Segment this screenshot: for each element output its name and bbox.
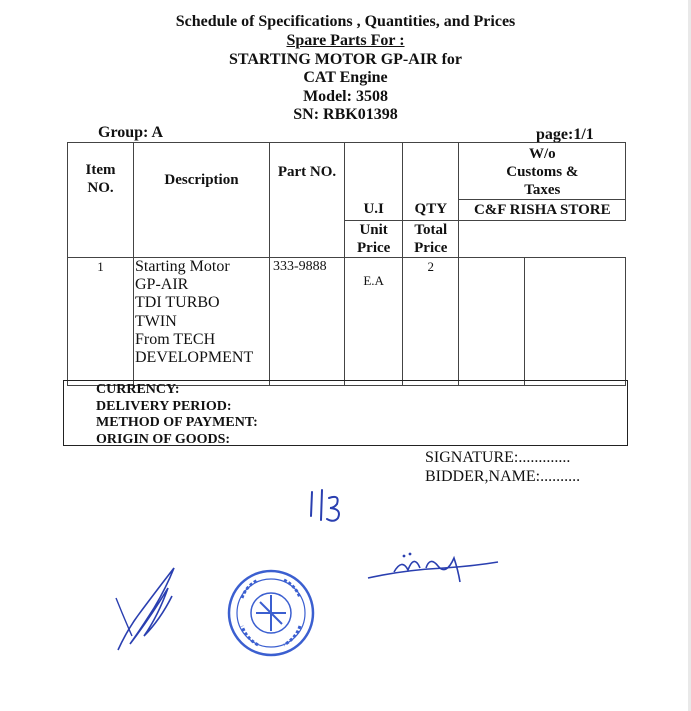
header-description: Description xyxy=(134,143,270,258)
delivery-period-label: DELIVERY PERIOD: xyxy=(96,398,232,414)
header-unit-price: Unit Price xyxy=(345,221,403,258)
signature-line: SIGNATURE:............. xyxy=(425,449,571,466)
origin-label: ORIGIN OF GOODS: xyxy=(96,431,231,447)
bidder-name-line: BIDDER,NAME:.......... xyxy=(425,468,581,485)
row-ui: E.A xyxy=(345,258,403,386)
handwritten-note xyxy=(300,488,350,524)
handwritten-signature-left xyxy=(110,558,190,658)
row-total-price xyxy=(525,258,626,386)
header-part-no: Part NO. xyxy=(270,143,345,258)
company-stamp xyxy=(226,568,316,658)
header-ui: U.I xyxy=(345,143,403,221)
row-unit-price xyxy=(459,258,525,386)
table-row xyxy=(68,258,626,386)
model-number: Model: 3508 xyxy=(303,88,388,105)
header-qty: QTY xyxy=(403,143,459,221)
specification-table xyxy=(67,142,626,386)
item-line-2: CAT Engine xyxy=(303,69,388,86)
payment-method-label: METHOD OF PAYMENT: xyxy=(96,415,258,430)
header-store-name: C&F RISHA STORE xyxy=(459,200,626,221)
serial-number: SN: RBK01398 xyxy=(293,106,398,123)
row-description: Starting Motor GP-AIR TDI TURBO TWIN From TECH DEVELOPMENT xyxy=(134,258,270,386)
row-qty: 2 xyxy=(403,258,459,386)
item-line-1: STARTING MOTOR GP-AIR for xyxy=(228,51,463,68)
header-total-price: Total Price xyxy=(403,221,459,258)
document-subtitle: Spare Parts For : xyxy=(286,32,405,49)
header-item-no: Item NO. xyxy=(68,143,134,258)
terms-box xyxy=(63,380,628,446)
handwritten-signature-right xyxy=(364,548,504,588)
page-number: page:1/1 xyxy=(536,126,594,143)
document-title: Schedule of Specifications , Quantities, and Prices xyxy=(175,13,516,30)
row-item-no: 1 xyxy=(68,258,134,386)
group-label: Group: A xyxy=(98,124,164,141)
row-part-no: 333-9888 xyxy=(270,258,345,386)
header-customs-taxes: W/o Customs & Taxes xyxy=(459,143,626,200)
currency-label: CURRENCY: xyxy=(96,382,180,397)
